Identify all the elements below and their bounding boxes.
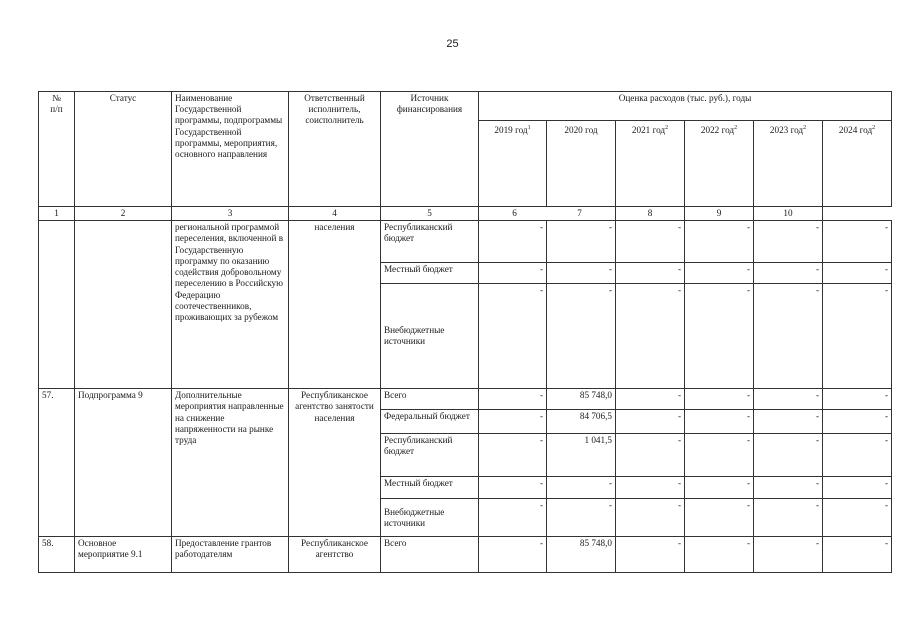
value-cell: -: [616, 434, 685, 477]
value-cell: -: [754, 499, 823, 537]
value-cell: -: [616, 410, 685, 434]
header-status: Статус: [75, 92, 172, 207]
value-cell: -: [685, 389, 754, 410]
value-cell: -: [823, 263, 892, 284]
row-num: 57.: [39, 389, 75, 537]
index-cell: 3: [172, 207, 289, 221]
source-cell: Федеральный бюджет: [381, 410, 479, 434]
value-cell: -: [616, 499, 685, 537]
table-row: [39, 537, 892, 573]
value-cell: -: [823, 410, 892, 434]
cont-executor: населения: [289, 221, 381, 389]
value-cell: -: [754, 263, 823, 284]
row-name: Дополнительные мероприятия направленные на снижение напряженности на рынке труда: [172, 389, 289, 537]
table-row: [39, 221, 892, 263]
source-cell: Республиканский бюджет: [381, 221, 479, 263]
value-cell: 1 041,5: [547, 434, 616, 477]
value-cell: -: [479, 537, 547, 573]
source-cell: Местный бюджет: [381, 477, 479, 499]
header-source: Источник финансирования: [381, 92, 479, 207]
row-name: Предоставление грантов работодателям: [172, 537, 289, 573]
index-cell: 10: [754, 207, 823, 221]
value-cell: -: [685, 221, 754, 263]
value-cell: -: [547, 284, 616, 389]
value-cell: 84 706,5: [547, 410, 616, 434]
source-cell: Всего: [381, 537, 479, 573]
source-cell: Всего: [381, 389, 479, 410]
value-cell: -: [479, 221, 547, 263]
value-cell: -: [685, 434, 754, 477]
value-cell: -: [823, 499, 892, 537]
index-cell: 4: [289, 207, 381, 221]
value-cell: -: [685, 537, 754, 573]
header-year-2021: 2021 год$^2$: [616, 120, 685, 206]
value-cell: -: [547, 221, 616, 263]
value-cell: -: [616, 221, 685, 263]
value-cell: -: [479, 263, 547, 284]
row-status: Основное мероприятие 9.1: [75, 537, 172, 573]
table-row: [39, 389, 892, 410]
source-cell: Внебюджетные источники: [381, 499, 479, 537]
value-cell: -: [685, 477, 754, 499]
index-cell: 8: [616, 207, 685, 221]
header-name: Наименование Государственной программы, подпрограммы Государственной программы, мероприятия, основного направления: [172, 92, 289, 207]
value-cell: -: [754, 477, 823, 499]
header-num: № п/п: [39, 92, 75, 207]
header-executor: Ответственный исполнитель, соисполнитель: [289, 92, 381, 207]
budget-table: [38, 91, 892, 573]
value-cell: -: [479, 434, 547, 477]
value-cell: -: [547, 477, 616, 499]
header-year-2024: 2024 год$^2$: [823, 120, 892, 206]
value-cell: -: [547, 499, 616, 537]
header-estimate: Оценка расходов (тыс. руб.), годы: [479, 92, 892, 121]
cont-num: [39, 221, 75, 389]
row-executor: Республиканское агентство: [289, 537, 381, 573]
cont-status: [75, 221, 172, 389]
row-num: 58.: [39, 537, 75, 573]
value-cell: -: [616, 537, 685, 573]
value-cell: -: [616, 263, 685, 284]
value-cell: 85 748,0: [547, 537, 616, 573]
value-cell: -: [479, 284, 547, 389]
value-cell: -: [823, 221, 892, 263]
value-cell: -: [479, 389, 547, 410]
value-cell: -: [616, 477, 685, 499]
value-cell: -: [823, 537, 892, 573]
value-cell: -: [479, 499, 547, 537]
index-cell: 6 7: [479, 207, 616, 221]
index-cell: 1: [39, 207, 75, 221]
index-cell: 9: [685, 207, 754, 221]
row-status: Подпрограмма 9: [75, 389, 172, 537]
row-executor: Республиканское агентство занятости населения: [289, 389, 381, 537]
value-cell: -: [685, 284, 754, 389]
header-year-2020: 2020 год: [547, 120, 616, 206]
value-cell: -: [823, 284, 892, 389]
index-row: [39, 207, 892, 221]
value-cell: -: [479, 410, 547, 434]
value-cell: -: [823, 389, 892, 410]
value-cell: -: [754, 537, 823, 573]
value-cell: -: [479, 477, 547, 499]
value-cell: -: [685, 410, 754, 434]
value-cell: -: [754, 389, 823, 410]
value-cell: -: [616, 284, 685, 389]
page-number: 25: [446, 38, 459, 50]
value-cell: -: [754, 410, 823, 434]
value-cell: -: [823, 477, 892, 499]
value-cell: -: [547, 263, 616, 284]
header-year-2019: 2019 год$^1$: [479, 120, 547, 206]
value-cell: -: [754, 284, 823, 389]
value-cell: -: [823, 434, 892, 477]
value-cell: -: [616, 389, 685, 410]
value-cell: 85 748,0: [547, 389, 616, 410]
source-cell: Внебюджетные источники: [381, 284, 479, 389]
source-cell: Республиканский бюджет: [381, 434, 479, 477]
index-cell: 2: [75, 207, 172, 221]
value-cell: -: [754, 434, 823, 477]
source-cell: Местный бюджет: [381, 263, 479, 284]
cont-name: региональной программой переселения, включенной в Государственную программу по оказанию содействия добровольному переселению в Российскую Федерацию соотечественников, проживающих за рубежом: [172, 221, 289, 389]
index-cell: 5: [381, 207, 479, 221]
header-year-2023: 2023 год$^2$: [754, 120, 823, 206]
value-cell: -: [685, 263, 754, 284]
value-cell: -: [754, 221, 823, 263]
header-year-2022: 2022 год$^2$: [685, 120, 754, 206]
value-cell: -: [685, 499, 754, 537]
